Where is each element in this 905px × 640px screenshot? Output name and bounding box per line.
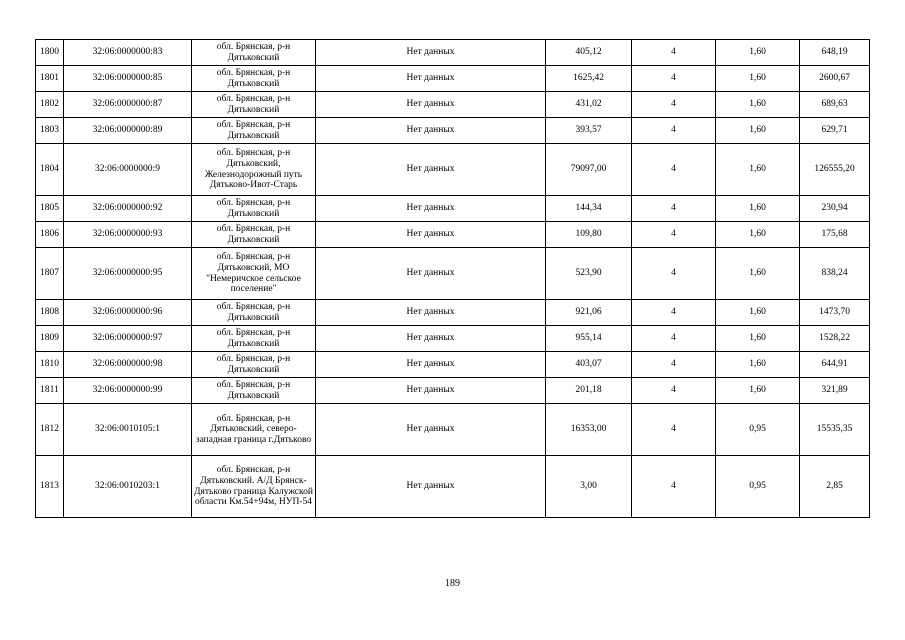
row-number-cell: 1803	[36, 118, 64, 144]
permitted-use-cell: Нет данных	[316, 378, 546, 404]
table-row	[36, 352, 870, 378]
permitted-use-cell: Нет данных	[316, 118, 546, 144]
cadastral-number-cell: 32:06:0000000:92	[64, 196, 192, 222]
table-row	[36, 118, 870, 144]
address-cell: обл. Брянская, р-н Дятьковский	[192, 222, 316, 248]
category-cell: 4	[632, 248, 716, 300]
category-cell: 4	[632, 144, 716, 196]
area-cell: 16353,00	[546, 404, 632, 456]
cadastral-number-cell: 32:06:0000000:98	[64, 352, 192, 378]
address-cell: обл. Брянская, р-н Дятьковский	[192, 40, 316, 66]
permitted-use-cell: Нет данных	[316, 40, 546, 66]
category-cell: 4	[632, 404, 716, 456]
value-cell: 15535,35	[800, 404, 870, 456]
category-cell: 4	[632, 378, 716, 404]
cadastral-number-cell: 32:06:0000000:89	[64, 118, 192, 144]
address-cell: обл. Брянская, р-н Дятьковский	[192, 92, 316, 118]
table-row	[36, 404, 870, 456]
address-cell: обл. Брянская, р-н Дятьковский, МО "Немеричское сельское поселение"	[192, 248, 316, 300]
address-cell: обл. Брянская, р-н Дятьковский	[192, 196, 316, 222]
cadastral-number-cell: 32:06:0000000:93	[64, 222, 192, 248]
table-row	[36, 326, 870, 352]
row-number-cell: 1810	[36, 352, 64, 378]
permitted-use-cell: Нет данных	[316, 326, 546, 352]
permitted-use-cell: Нет данных	[316, 404, 546, 456]
area-cell: 79097,00	[546, 144, 632, 196]
area-cell: 403,07	[546, 352, 632, 378]
category-cell: 4	[632, 66, 716, 92]
area-cell: 393,57	[546, 118, 632, 144]
permitted-use-cell: Нет данных	[316, 352, 546, 378]
cadastral-number-cell: 32:06:0000000:87	[64, 92, 192, 118]
value-cell: 126555,20	[800, 144, 870, 196]
category-cell: 4	[632, 196, 716, 222]
coefficient-cell: 1,60	[716, 92, 800, 118]
coefficient-cell: 1,60	[716, 300, 800, 326]
table-row	[36, 92, 870, 118]
coefficient-cell: 1,60	[716, 144, 800, 196]
coefficient-cell: 1,60	[716, 40, 800, 66]
table-row	[36, 40, 870, 66]
table-row	[36, 248, 870, 300]
address-cell: обл. Брянская, р-н Дятьковский	[192, 300, 316, 326]
area-cell: 1625,42	[546, 66, 632, 92]
area-cell: 3,00	[546, 456, 632, 518]
value-cell: 644,91	[800, 352, 870, 378]
row-number-cell: 1800	[36, 40, 64, 66]
value-cell: 629,71	[800, 118, 870, 144]
value-cell: 1473,70	[800, 300, 870, 326]
address-cell: обл. Брянская, р-н Дятьковский	[192, 118, 316, 144]
address-cell: обл. Брянская, р-н Дятьковский	[192, 352, 316, 378]
coefficient-cell: 1,60	[716, 118, 800, 144]
coefficient-cell: 1,60	[716, 222, 800, 248]
row-number-cell: 1809	[36, 326, 64, 352]
permitted-use-cell: Нет данных	[316, 66, 546, 92]
area-cell: 405,12	[546, 40, 632, 66]
permitted-use-cell: Нет данных	[316, 92, 546, 118]
table-row	[36, 66, 870, 92]
row-number-cell: 1807	[36, 248, 64, 300]
address-cell: обл. Брянская, р-н Дятьковский. А/Д Брянск-Дятьково граница Калужской области Км.54+94м, НУП-54	[192, 456, 316, 518]
permitted-use-cell: Нет данных	[316, 144, 546, 196]
row-number-cell: 1808	[36, 300, 64, 326]
value-cell: 230,94	[800, 196, 870, 222]
category-cell: 4	[632, 300, 716, 326]
area-cell: 431,02	[546, 92, 632, 118]
coefficient-cell: 0,95	[716, 456, 800, 518]
value-cell: 2600,67	[800, 66, 870, 92]
coefficient-cell: 1,60	[716, 352, 800, 378]
cadastral-number-cell: 32:06:0000000:85	[64, 66, 192, 92]
row-number-cell: 1805	[36, 196, 64, 222]
cadastral-number-cell: 32:06:0000000:83	[64, 40, 192, 66]
area-cell: 144,34	[546, 196, 632, 222]
address-cell: обл. Брянская, р-н Дятьковский, Железнодорожный путь Дятьково-Ивот-Старь	[192, 144, 316, 196]
land-plots-table	[35, 39, 870, 518]
value-cell: 321,89	[800, 378, 870, 404]
table-row	[36, 144, 870, 196]
coefficient-cell: 1,60	[716, 326, 800, 352]
coefficient-cell: 1,60	[716, 378, 800, 404]
address-cell: обл. Брянская, р-н Дятьковский	[192, 326, 316, 352]
table-row	[36, 300, 870, 326]
value-cell: 838,24	[800, 248, 870, 300]
row-number-cell: 1801	[36, 66, 64, 92]
value-cell: 648,19	[800, 40, 870, 66]
cadastral-number-cell: 32:06:0010105:1	[64, 404, 192, 456]
page-number: 189	[445, 578, 460, 589]
permitted-use-cell: Нет данных	[316, 196, 546, 222]
table-row	[36, 456, 870, 518]
coefficient-cell: 1,60	[716, 248, 800, 300]
row-number-cell: 1804	[36, 144, 64, 196]
category-cell: 4	[632, 222, 716, 248]
area-cell: 955,14	[546, 326, 632, 352]
category-cell: 4	[632, 40, 716, 66]
cadastral-number-cell: 32:06:0000000:97	[64, 326, 192, 352]
row-number-cell: 1806	[36, 222, 64, 248]
area-cell: 201,18	[546, 378, 632, 404]
cadastral-number-cell: 32:06:0000000:95	[64, 248, 192, 300]
category-cell: 4	[632, 352, 716, 378]
cadastral-number-cell: 32:06:0000000:9	[64, 144, 192, 196]
coefficient-cell: 0,95	[716, 404, 800, 456]
row-number-cell: 1813	[36, 456, 64, 518]
table-row	[36, 196, 870, 222]
permitted-use-cell: Нет данных	[316, 456, 546, 518]
area-cell: 921,06	[546, 300, 632, 326]
address-cell: обл. Брянская, р-н Дятьковский, северо-западная граница г.Дятьково	[192, 404, 316, 456]
permitted-use-cell: Нет данных	[316, 222, 546, 248]
category-cell: 4	[632, 326, 716, 352]
coefficient-cell: 1,60	[716, 196, 800, 222]
value-cell: 1528,22	[800, 326, 870, 352]
value-cell: 175,68	[800, 222, 870, 248]
cadastral-number-cell: 32:06:0010203:1	[64, 456, 192, 518]
value-cell: 2,85	[800, 456, 870, 518]
address-cell: обл. Брянская, р-н Дятьковский	[192, 66, 316, 92]
category-cell: 4	[632, 92, 716, 118]
row-number-cell: 1811	[36, 378, 64, 404]
cadastral-number-cell: 32:06:0000000:96	[64, 300, 192, 326]
category-cell: 4	[632, 118, 716, 144]
permitted-use-cell: Нет данных	[316, 300, 546, 326]
value-cell: 689,63	[800, 92, 870, 118]
coefficient-cell: 1,60	[716, 66, 800, 92]
row-number-cell: 1802	[36, 92, 64, 118]
permitted-use-cell: Нет данных	[316, 248, 546, 300]
table-row	[36, 222, 870, 248]
address-cell: обл. Брянская, р-н Дятьковский	[192, 378, 316, 404]
table-row	[36, 378, 870, 404]
table-body	[36, 40, 870, 518]
area-cell: 523,90	[546, 248, 632, 300]
category-cell: 4	[632, 456, 716, 518]
area-cell: 109,80	[546, 222, 632, 248]
cadastral-number-cell: 32:06:0000000:99	[64, 378, 192, 404]
row-number-cell: 1812	[36, 404, 64, 456]
